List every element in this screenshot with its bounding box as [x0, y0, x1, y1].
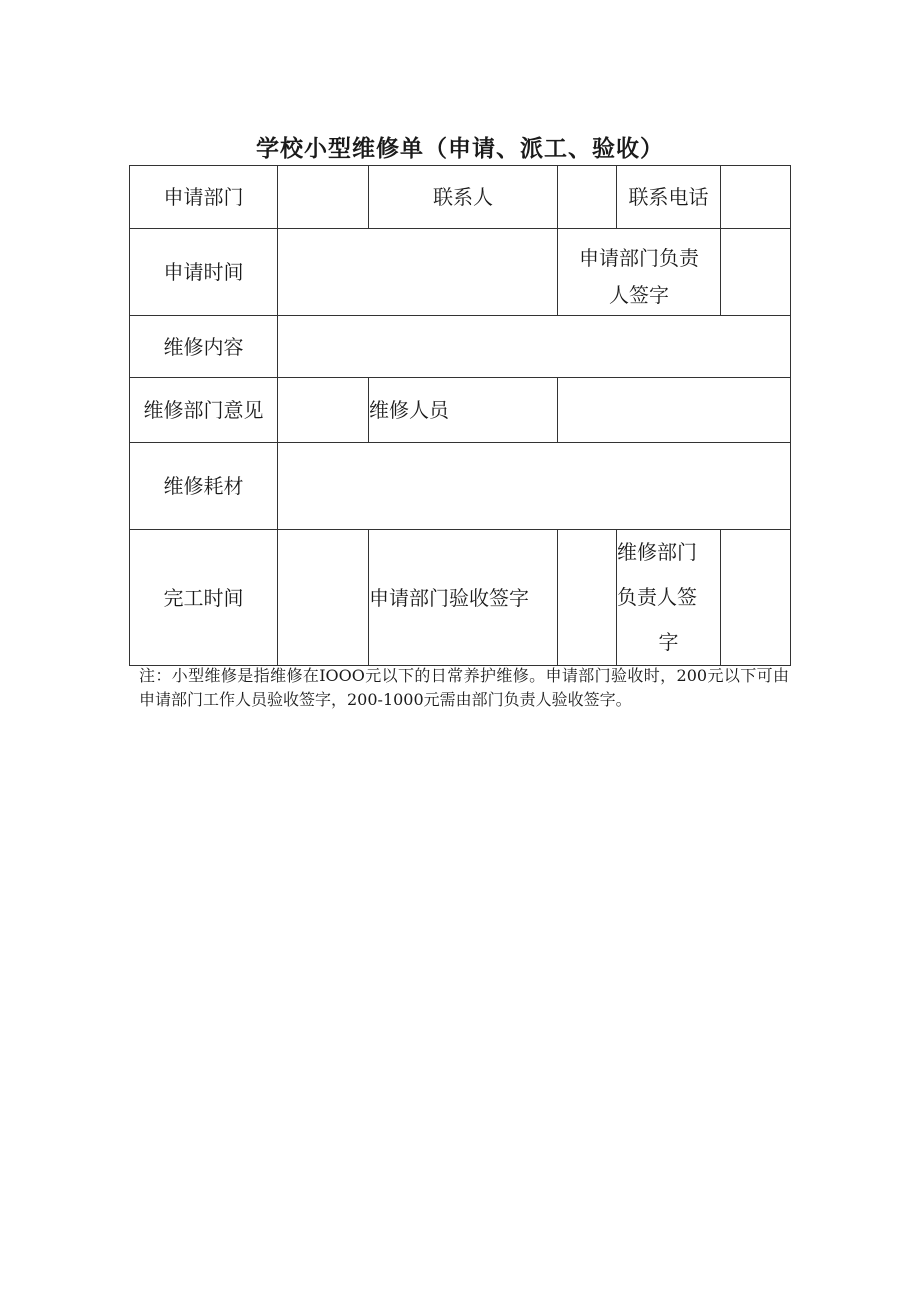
form-row-completion: [130, 530, 791, 666]
label-acceptance-sign: 申请部门验收签字: [369, 530, 558, 666]
label-dept-head-sign-line2: 人签字: [609, 282, 669, 307]
label-repair-head-sign-line1: 维修部门: [617, 540, 697, 564]
field-repair-staff[interactable]: [558, 378, 791, 443]
field-contact-person[interactable]: [558, 166, 617, 229]
label-repair-content: 维修内容: [130, 316, 278, 378]
field-contact-phone[interactable]: [721, 166, 791, 229]
label-dept-head-sign-line1: 申请部门负责: [579, 245, 699, 270]
form-row-department: [130, 166, 791, 229]
field-acceptance-sign[interactable]: [558, 530, 617, 666]
form-row-opinion: [130, 378, 791, 443]
label-repair-head-sign-line2: 负责人签: [617, 585, 697, 609]
label-dept-head-sign: [558, 229, 721, 316]
form-row-content: [130, 316, 791, 378]
field-apply-time[interactable]: [278, 229, 558, 316]
label-contact-phone: 联系电话: [617, 166, 721, 229]
label-completion-time: 完工时间: [130, 530, 278, 666]
label-repair-staff: 维修人员: [369, 378, 558, 443]
field-repair-content[interactable]: [278, 316, 791, 378]
label-apply-time: 申请时间: [130, 229, 278, 316]
field-repair-head-sign[interactable]: [721, 530, 791, 666]
label-repair-materials: 维修耗材: [130, 443, 278, 530]
label-contact-person: 联系人: [369, 166, 558, 229]
field-completion-time[interactable]: [278, 530, 369, 666]
page-title: 学校小型维修单（申请、派工、验收）: [256, 136, 664, 162]
form-row-materials: [130, 443, 791, 530]
form-row-time: [130, 229, 791, 316]
label-repair-dept-opinion: 维修部门意见: [130, 378, 278, 443]
field-repair-materials[interactable]: [278, 443, 791, 530]
footnote: 注：小型维修是指维修在IOOO元以下的日常养护维修。申请部门验收时，200元以下可由申请部门工作人员验收签字，200-1000元需由部门负责人验收签字。: [139, 666, 789, 709]
label-repair-head-sign: [617, 530, 721, 666]
repair-form-table: [129, 165, 791, 666]
field-applicant-dept[interactable]: [278, 166, 369, 229]
field-dept-head-sign[interactable]: [721, 229, 791, 316]
label-repair-head-sign-line3: 字: [658, 630, 679, 654]
field-repair-dept-opinion[interactable]: [278, 378, 369, 443]
label-applicant-dept: 申请部门: [130, 166, 278, 229]
